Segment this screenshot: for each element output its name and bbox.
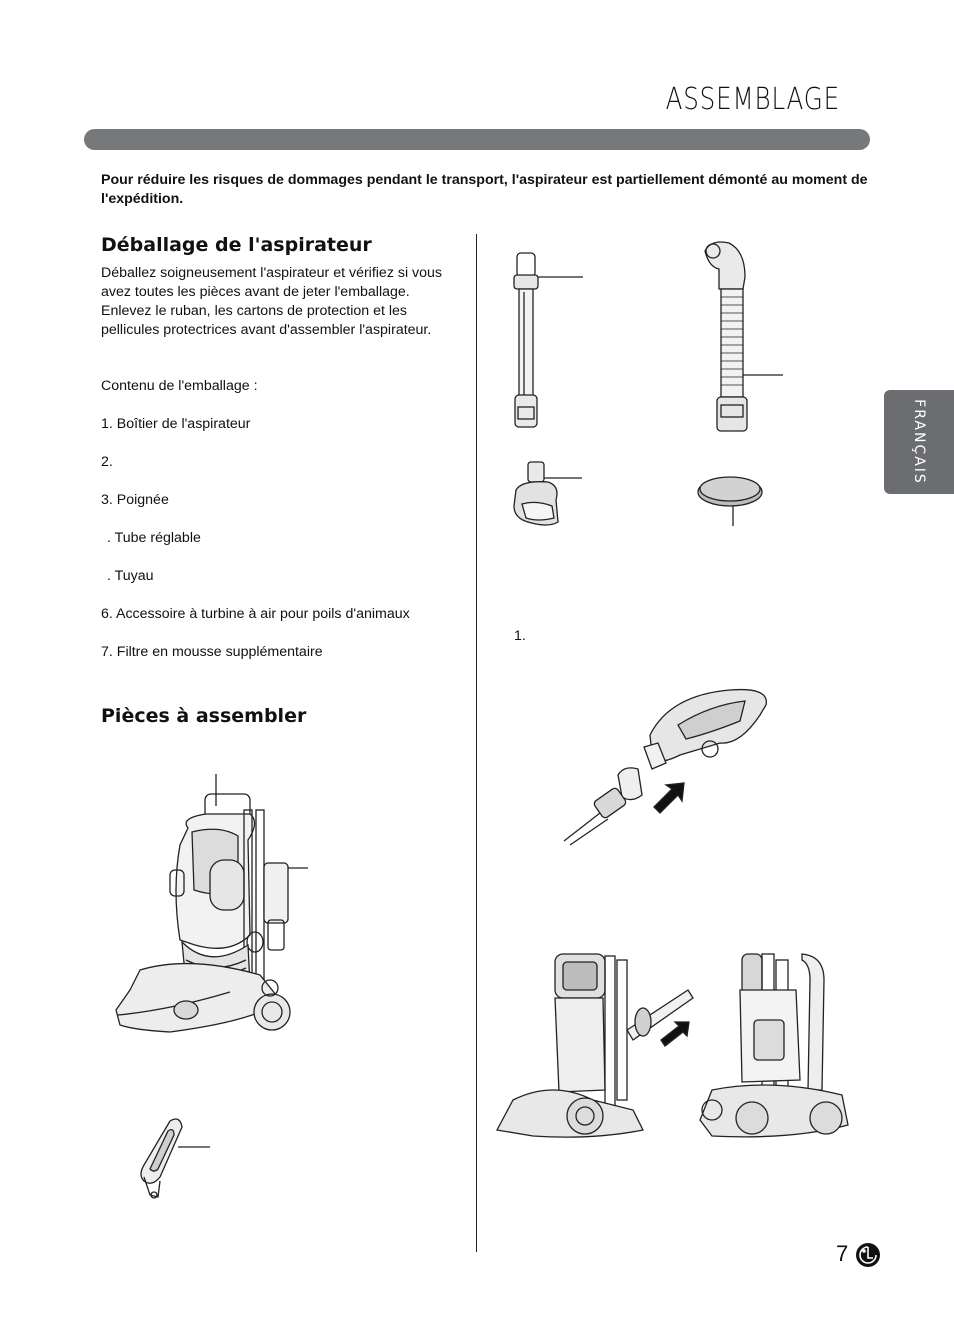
page-number: 7 <box>836 1241 849 1266</box>
turbo-tool-illustration <box>508 460 588 530</box>
handle-illustration <box>130 1115 220 1205</box>
section-heading-assembly: Pièces à assembler <box>101 705 307 727</box>
step-number: 1. <box>514 628 526 644</box>
attach-handle-illustration <box>560 685 775 845</box>
lg-logo-icon <box>855 1242 881 1268</box>
list-item: 6. Accessoire à turbine à air pour poils d'animaux <box>101 606 410 622</box>
vacuum-body-illustration <box>110 770 320 1045</box>
adjustable-tube-illustration <box>505 247 585 437</box>
language-tab-label: FRANÇAIS <box>911 399 927 485</box>
contents-label: Contenu de l'emballage : <box>101 378 258 394</box>
list-item: 3. Poignée <box>101 492 169 508</box>
list-item: 1. Boîtier de l'aspirateur <box>101 416 251 432</box>
header-bar <box>84 129 870 150</box>
hose-illustration <box>695 237 785 437</box>
list-item: 7. Filtre en mousse supplémentaire <box>101 644 323 660</box>
unpacking-paragraph: Déballez soigneusement l'aspirateur et vérifiez si vous avez toutes les pièces avant de jeter l'emballage. Enlevez le ruban, les cartons de protection et les pellicules protectrices avant d'assembler l'aspirateur. <box>101 265 443 338</box>
list-item: 2. <box>101 454 113 470</box>
page-title: ASSEMBLAGE <box>665 82 840 117</box>
section-heading-unpacking: Déballage de l'aspirateur <box>101 234 372 256</box>
connect-hose-illustration <box>493 950 693 1140</box>
assembled-rear-illustration <box>692 950 852 1145</box>
list-item: . Tuyau <box>107 568 154 584</box>
intro-text: Pour réduire les risques de dommages pendant le transport, l'aspirateur est partiellement démonté au moment de l'expédition. <box>101 172 868 207</box>
list-item: . Tube réglable <box>107 530 201 546</box>
foam-filter-illustration <box>695 470 765 530</box>
column-divider <box>476 234 477 1252</box>
